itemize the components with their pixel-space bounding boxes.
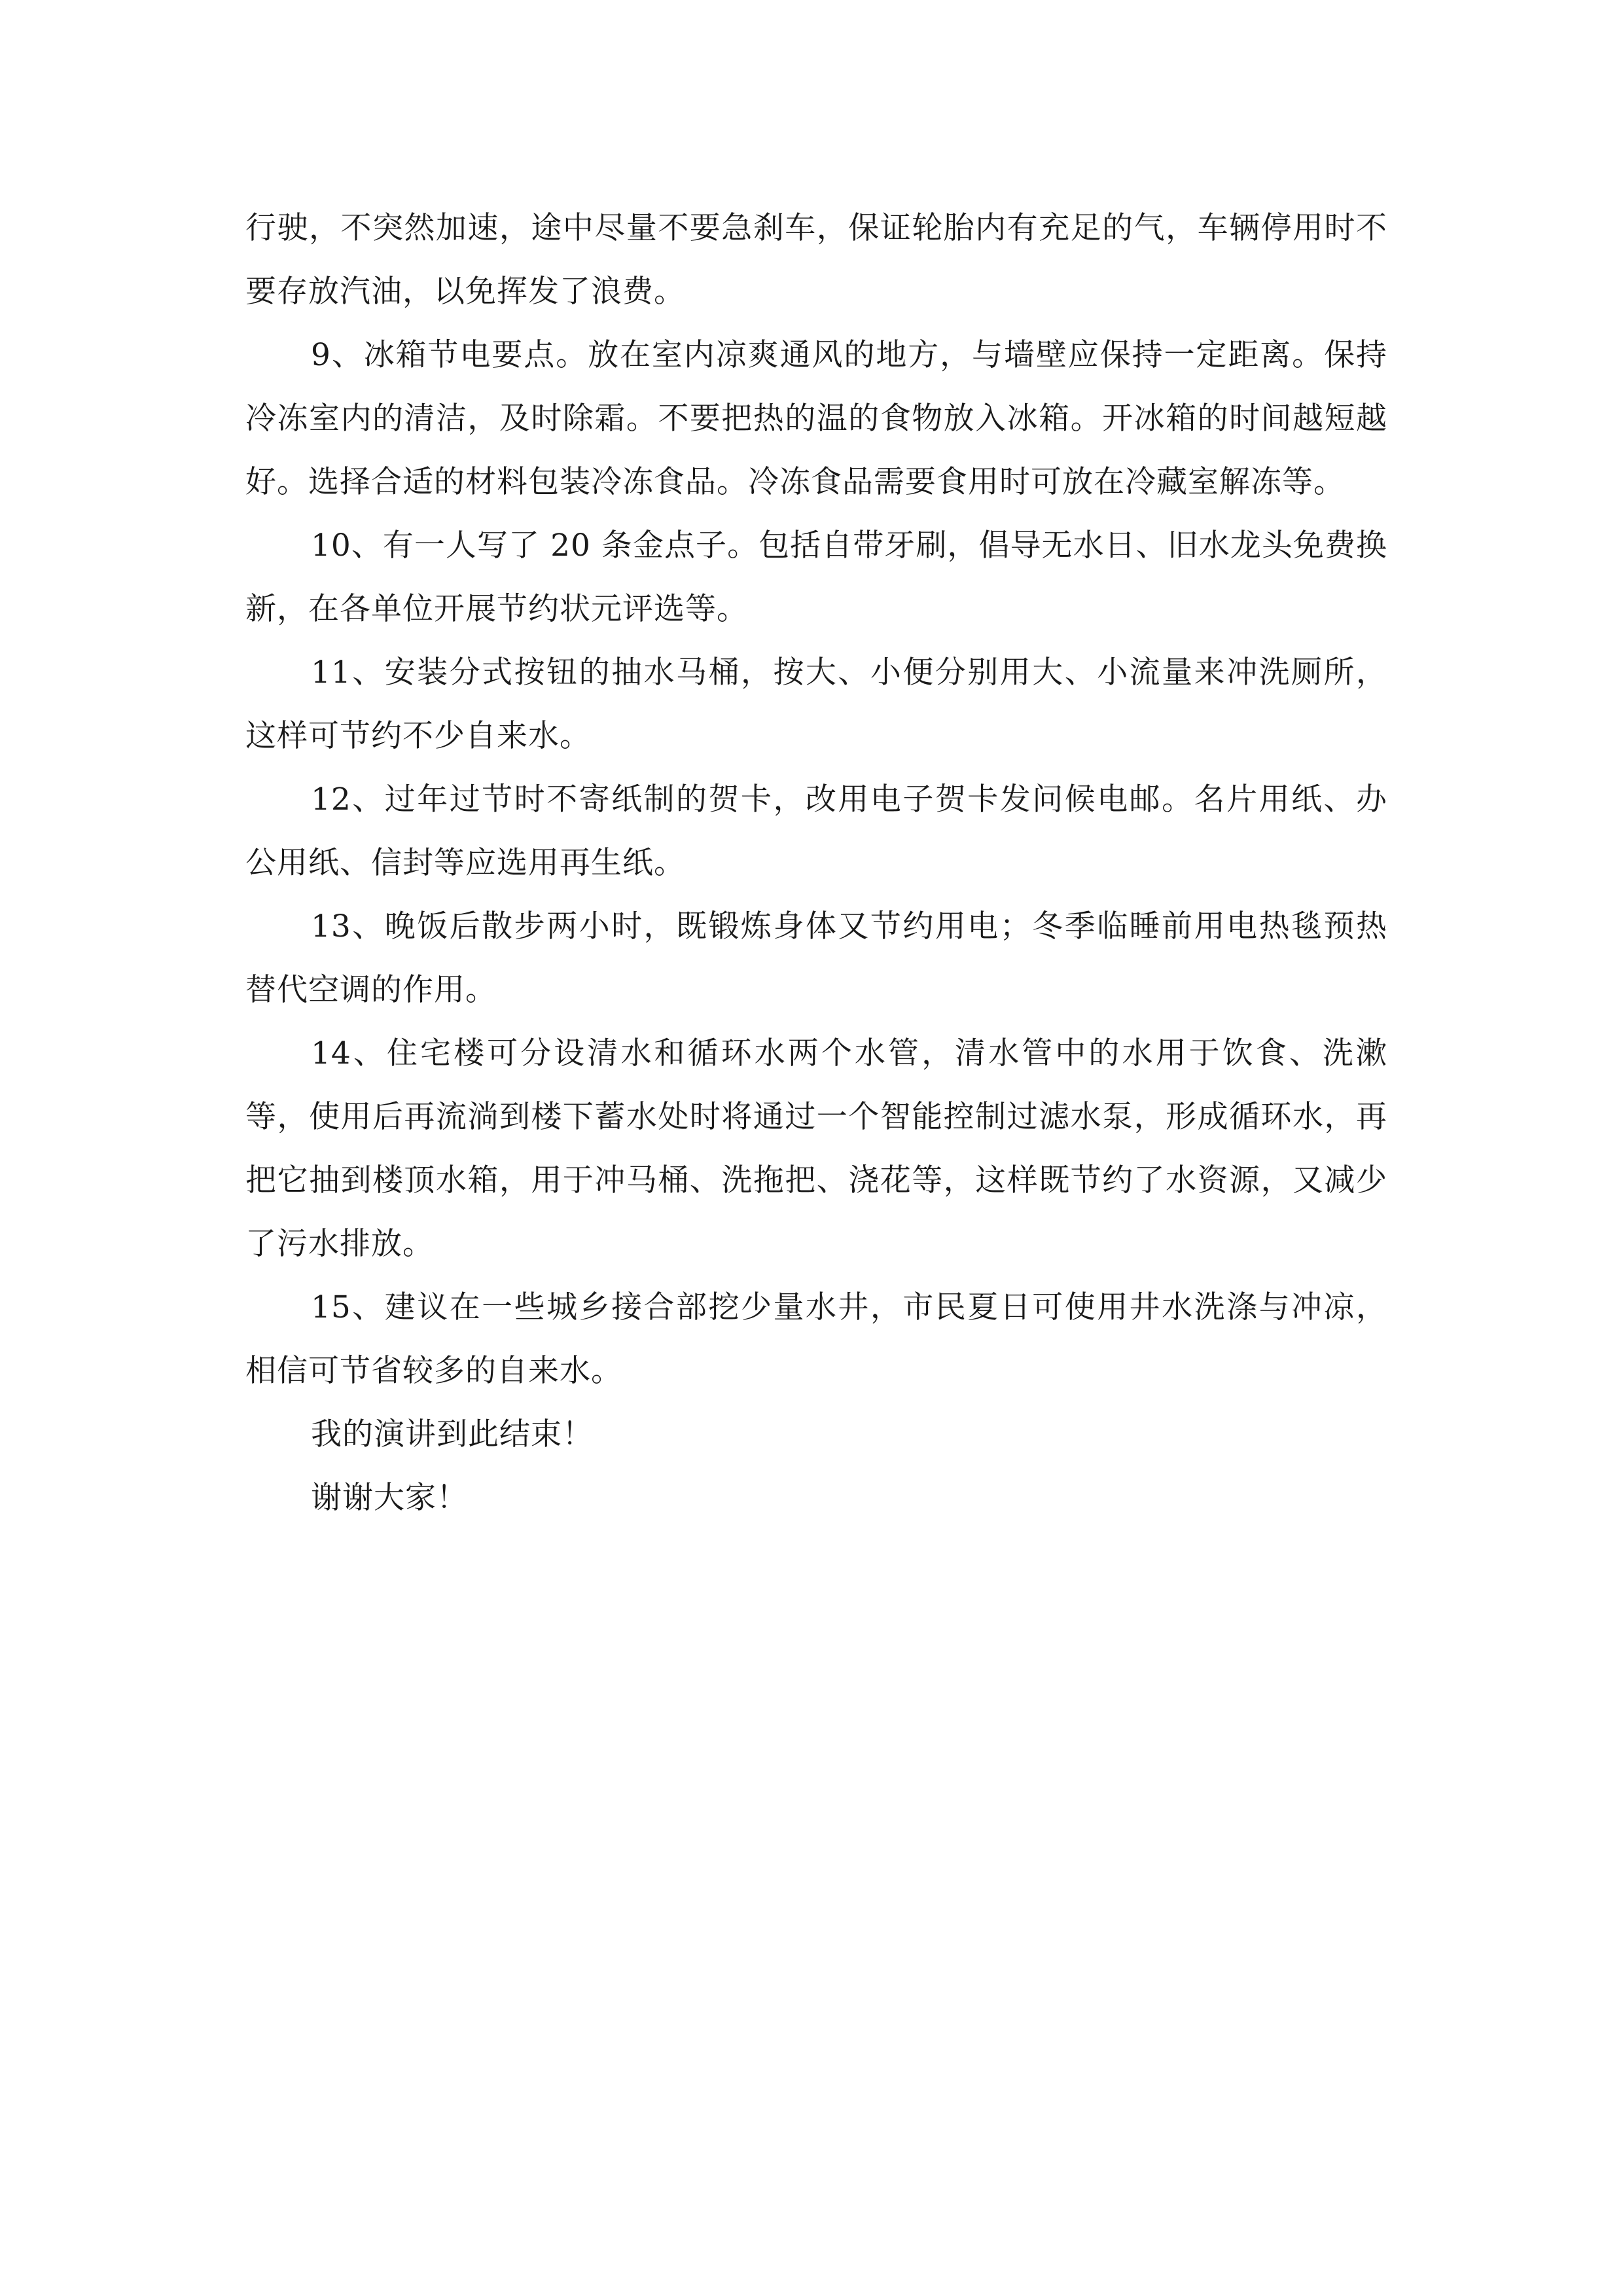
paragraph-continuation: 行驶，不突然加速，途中尽量不要急刹车，保证轮胎内有充足的气，车辆停用时不要存放汽油，以免挥发了浪费。	[245, 210, 1387, 310]
thanks-line: 谢谢大家！	[311, 1480, 468, 1516]
paragraph-item-10: 10、有一人写了 20 条金点子。包括自带牙刷，倡导无水日、旧水龙头免费换新，在各单位开展节约状元评选等。	[245, 528, 1387, 627]
paragraph-item-11: 11、安装分式按钮的抽水马桶，按大、小便分别用大、小流量来冲洗厕所，这样可节约不少自来水。	[245, 655, 1387, 754]
paragraph-item-12: 12、过年过节时不寄纸制的贺卡，改用电子贺卡发问候电邮。名片用纸、办公用纸、信封等应选用再生纸。	[245, 781, 1387, 881]
paragraph-item-14: 14、住宅楼可分设清水和循环水两个水管，清水管中的水用于饮食、洗漱等，使用后再流淌到楼下蓄水处时将通过一个智能控制过滤水泵，形成循环水，再把它抽到楼顶水箱，用于冲马桶、洗拖把、浇花等，这样既节约了水资源，又减少了污水排放。	[245, 1035, 1387, 1262]
paragraph-item-13: 13、晚饭后散步两小时，既锻炼身体又节约用电；冬季临睡前用电热毯预热替代空调的作用。	[245, 908, 1387, 1008]
paragraph-item-9: 9、冰箱节电要点。放在室内凉爽通风的地方，与墙壁应保持一定距离。保持冷冻室内的清洁，及时除霜。不要把热的温的食物放入冰箱。开冰箱的时间越短越好。选择合适的材料包装冷冻食品。冷冻食品需要食用时可放在冷藏室解冻等。	[245, 337, 1387, 500]
closing-line: 我的演讲到此结束！	[311, 1416, 594, 1452]
document-body	[245, 196, 1387, 1530]
paragraph-item-15: 15、建议在一些城乡接合部挖少量水井，市民夏日可使用井水洗涤与冲凉，相信可节省较多的自来水。	[245, 1289, 1387, 1389]
